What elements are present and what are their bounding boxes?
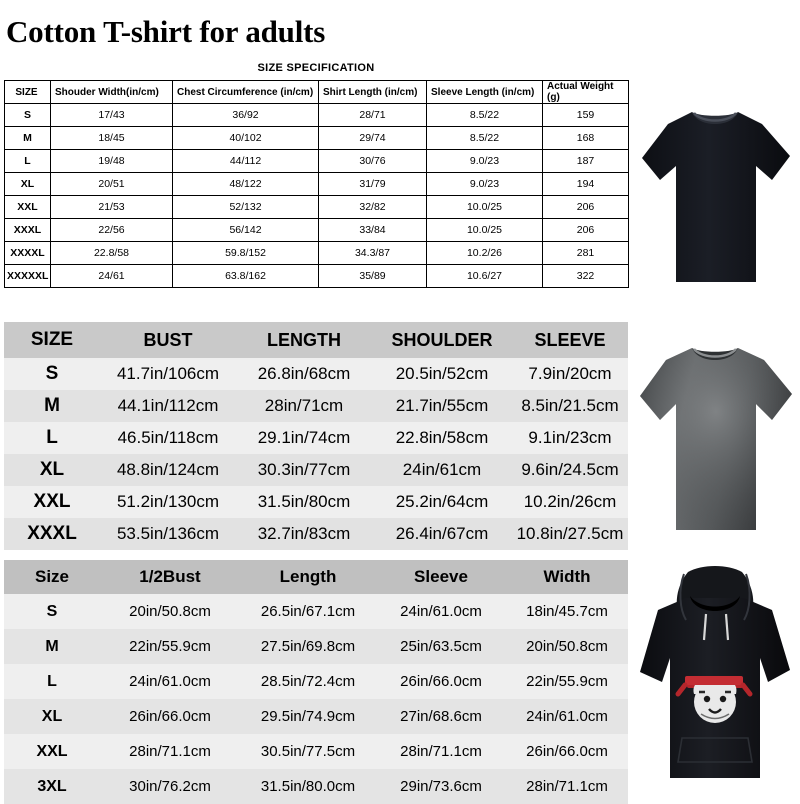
cell-shoulder: 24/61 — [51, 265, 173, 288]
cell-size: M — [4, 629, 100, 664]
cell-sleeve: 9.0/23 — [427, 150, 543, 173]
cell-size: M — [5, 127, 51, 150]
cell-length: 30/76 — [319, 150, 427, 173]
cell-length: 33/84 — [319, 219, 427, 242]
size-specification-table — [4, 80, 629, 288]
cell-weight: 168 — [543, 127, 629, 150]
cell-shoulder: 17/43 — [51, 104, 173, 127]
cell-chest: 56/142 — [173, 219, 319, 242]
cell-width: 18in/45.7cm — [506, 594, 628, 629]
cell-sleeve: 8.5in/21.5cm — [512, 390, 628, 422]
cell-chest: 36/92 — [173, 104, 319, 127]
table3-header-width: Width — [506, 560, 628, 594]
product-image-black-tshirt — [632, 86, 798, 314]
cell-shoulder: 24in/61cm — [372, 454, 512, 486]
cell-size: 3XL — [4, 769, 100, 804]
cell-sleeve: 10.8in/27.5cm — [512, 518, 628, 550]
cell-sleeve: 10.6/27 — [427, 265, 543, 288]
hoodie-size-chart-section — [4, 560, 628, 804]
cell-length: 30.5in/77.5cm — [240, 734, 376, 769]
cell-chest: 48/122 — [173, 173, 319, 196]
table2-header-bust: BUST — [100, 322, 236, 358]
cell-width: 28in/71.1cm — [506, 769, 628, 804]
cell-sleeve: 10.2in/26cm — [512, 486, 628, 518]
cell-length: 30.3in/77cm — [236, 454, 372, 486]
cell-length: 26.8in/68cm — [236, 358, 372, 390]
cell-length: 32.7in/83cm — [236, 518, 372, 550]
cell-weight: 206 — [543, 196, 629, 219]
cell-size: XXXL — [5, 219, 51, 242]
cell-bust: 46.5in/118cm — [100, 422, 236, 454]
cell-chest: 44/112 — [173, 150, 319, 173]
cell-shoulder: 26.4in/67cm — [372, 518, 512, 550]
table-row — [4, 664, 628, 699]
page-title: Cotton T-shirt for adults — [6, 14, 326, 49]
table2-header-size: SIZE — [4, 322, 100, 358]
cell-length: 34.3/87 — [319, 242, 427, 265]
cell-length: 29.5in/74.9cm — [240, 699, 376, 734]
table-row — [5, 104, 629, 127]
cell-sleeve: 10.2/26 — [427, 242, 543, 265]
cell-size: XL — [4, 699, 100, 734]
product-image-washed-grey-tshirt — [632, 324, 798, 552]
cell-weight: 322 — [543, 265, 629, 288]
cell-length: 28.5in/72.4cm — [240, 664, 376, 699]
table1-caption: SIZE SPECIFICATION — [257, 62, 375, 74]
cell-chest: 40/102 — [173, 127, 319, 150]
cell-size: L — [5, 150, 51, 173]
table-row — [4, 594, 628, 629]
cell-sleeve: 10.0/25 — [427, 219, 543, 242]
cell-size: XL — [4, 454, 100, 486]
table-row — [4, 454, 628, 486]
table1-header-sleeve-length: Sleeve Length (in/cm) — [427, 81, 543, 104]
table-row — [4, 629, 628, 664]
cell-sleeve: 24in/61.0cm — [376, 594, 506, 629]
table-row — [5, 196, 629, 219]
table1-header-row — [5, 81, 629, 104]
table-row — [5, 173, 629, 196]
table-row — [5, 219, 629, 242]
cell-weight: 206 — [543, 219, 629, 242]
cell-width: 24in/61.0cm — [506, 699, 628, 734]
cell-weight: 281 — [543, 242, 629, 265]
table1-header-shirt-length: Shirt Length (in/cm) — [319, 81, 427, 104]
black-hoodie-tiger-icon — [632, 562, 798, 796]
washed-grey-tshirt-icon — [632, 324, 798, 552]
cell-size: XXL — [4, 486, 100, 518]
cell-shoulder: 18/45 — [51, 127, 173, 150]
cell-size: XL — [5, 173, 51, 196]
table1-header-chest: Chest Circumference (in/cm) — [173, 81, 319, 104]
table-row — [4, 518, 628, 550]
table1-header-weight: Actual Weight (g) — [543, 81, 629, 104]
table1-header-shoulder: Shouder Width(in/cm) — [51, 81, 173, 104]
table3-header-half-bust: 1/2Bust — [100, 560, 240, 594]
cell-half-bust: 20in/50.8cm — [100, 594, 240, 629]
cell-length: 31/79 — [319, 173, 427, 196]
table1-header-size: SIZE — [5, 81, 51, 104]
cell-sleeve: 8.5/22 — [427, 104, 543, 127]
table-row — [5, 150, 629, 173]
cell-size: S — [4, 594, 100, 629]
cell-length: 31.5in/80cm — [236, 486, 372, 518]
cell-weight: 194 — [543, 173, 629, 196]
cell-sleeve: 10.0/25 — [427, 196, 543, 219]
cell-sleeve: 26in/66.0cm — [376, 664, 506, 699]
cell-sleeve: 7.9in/20cm — [512, 358, 628, 390]
cell-shoulder: 22.8/58 — [51, 242, 173, 265]
table-row — [4, 699, 628, 734]
cell-sleeve: 25in/63.5cm — [376, 629, 506, 664]
table2-header-length: LENGTH — [236, 322, 372, 358]
cell-shoulder: 19/48 — [51, 150, 173, 173]
cell-shoulder: 22/56 — [51, 219, 173, 242]
table3-header-length: Length — [240, 560, 376, 594]
cell-half-bust: 22in/55.9cm — [100, 629, 240, 664]
cell-size: L — [4, 664, 100, 699]
cell-width: 22in/55.9cm — [506, 664, 628, 699]
cell-length: 35/89 — [319, 265, 427, 288]
table-row — [5, 265, 629, 288]
cell-sleeve: 27in/68.6cm — [376, 699, 506, 734]
cell-half-bust: 30in/76.2cm — [100, 769, 240, 804]
table-row — [4, 358, 628, 390]
cell-chest: 52/132 — [173, 196, 319, 219]
cell-bust: 53.5in/136cm — [100, 518, 236, 550]
table-row — [5, 127, 629, 150]
cell-size: S — [4, 358, 100, 390]
cell-length: 28in/71cm — [236, 390, 372, 422]
cell-sleeve: 9.6in/24.5cm — [512, 454, 628, 486]
cell-shoulder: 20/51 — [51, 173, 173, 196]
cell-length: 26.5in/67.1cm — [240, 594, 376, 629]
cell-chest: 63.8/162 — [173, 265, 319, 288]
cell-sleeve: 9.1in/23cm — [512, 422, 628, 454]
cell-weight: 159 — [543, 104, 629, 127]
table2-header-shoulder: SHOULDER — [372, 322, 512, 358]
cell-shoulder: 21.7in/55cm — [372, 390, 512, 422]
black-tshirt-icon — [632, 86, 798, 314]
cell-bust: 48.8in/124cm — [100, 454, 236, 486]
cell-chest: 59.8/152 — [173, 242, 319, 265]
cell-shoulder: 20.5in/52cm — [372, 358, 512, 390]
table2-header-row — [4, 322, 628, 358]
table-row — [5, 242, 629, 265]
cell-half-bust: 26in/66.0cm — [100, 699, 240, 734]
size-specification-section — [4, 62, 628, 288]
cell-size: XXXXXL — [5, 265, 51, 288]
cell-size: XXXXL — [5, 242, 51, 265]
cell-sleeve: 8.5/22 — [427, 127, 543, 150]
table-row — [4, 486, 628, 518]
size-chart-table-2 — [4, 322, 628, 550]
cell-shoulder: 22.8in/58cm — [372, 422, 512, 454]
cell-size: L — [4, 422, 100, 454]
cell-length: 31.5in/80.0cm — [240, 769, 376, 804]
table3-header-sleeve: Sleeve — [376, 560, 506, 594]
cell-size: XXL — [5, 196, 51, 219]
cell-length: 28/71 — [319, 104, 427, 127]
table3-header-row — [4, 560, 628, 594]
table2-header-sleeve: SLEEVE — [512, 322, 628, 358]
cell-width: 26in/66.0cm — [506, 734, 628, 769]
table3-header-size: Size — [4, 560, 100, 594]
cell-sleeve: 9.0/23 — [427, 173, 543, 196]
cell-width: 20in/50.8cm — [506, 629, 628, 664]
cell-sleeve: 29in/73.6cm — [376, 769, 506, 804]
product-image-black-hoodie — [632, 562, 798, 796]
cell-size: XXL — [4, 734, 100, 769]
cell-half-bust: 24in/61.0cm — [100, 664, 240, 699]
cell-bust: 51.2in/130cm — [100, 486, 236, 518]
cell-length: 29/74 — [319, 127, 427, 150]
cell-length: 32/82 — [319, 196, 427, 219]
size-chart-table-3 — [4, 560, 628, 804]
cell-length: 29.1in/74cm — [236, 422, 372, 454]
cell-bust: 41.7in/106cm — [100, 358, 236, 390]
cell-length: 27.5in/69.8cm — [240, 629, 376, 664]
cell-bust: 44.1in/112cm — [100, 390, 236, 422]
cell-size: M — [4, 390, 100, 422]
cell-shoulder: 21/53 — [51, 196, 173, 219]
size-chart-inches-cm-section — [4, 322, 628, 550]
table-row — [4, 390, 628, 422]
cell-shoulder: 25.2in/64cm — [372, 486, 512, 518]
table-row — [4, 734, 628, 769]
cell-size: XXXL — [4, 518, 100, 550]
cell-half-bust: 28in/71.1cm — [100, 734, 240, 769]
table-row — [4, 422, 628, 454]
cell-weight: 187 — [543, 150, 629, 173]
cell-sleeve: 28in/71.1cm — [376, 734, 506, 769]
cell-size: S — [5, 104, 51, 127]
table-row — [4, 769, 628, 804]
